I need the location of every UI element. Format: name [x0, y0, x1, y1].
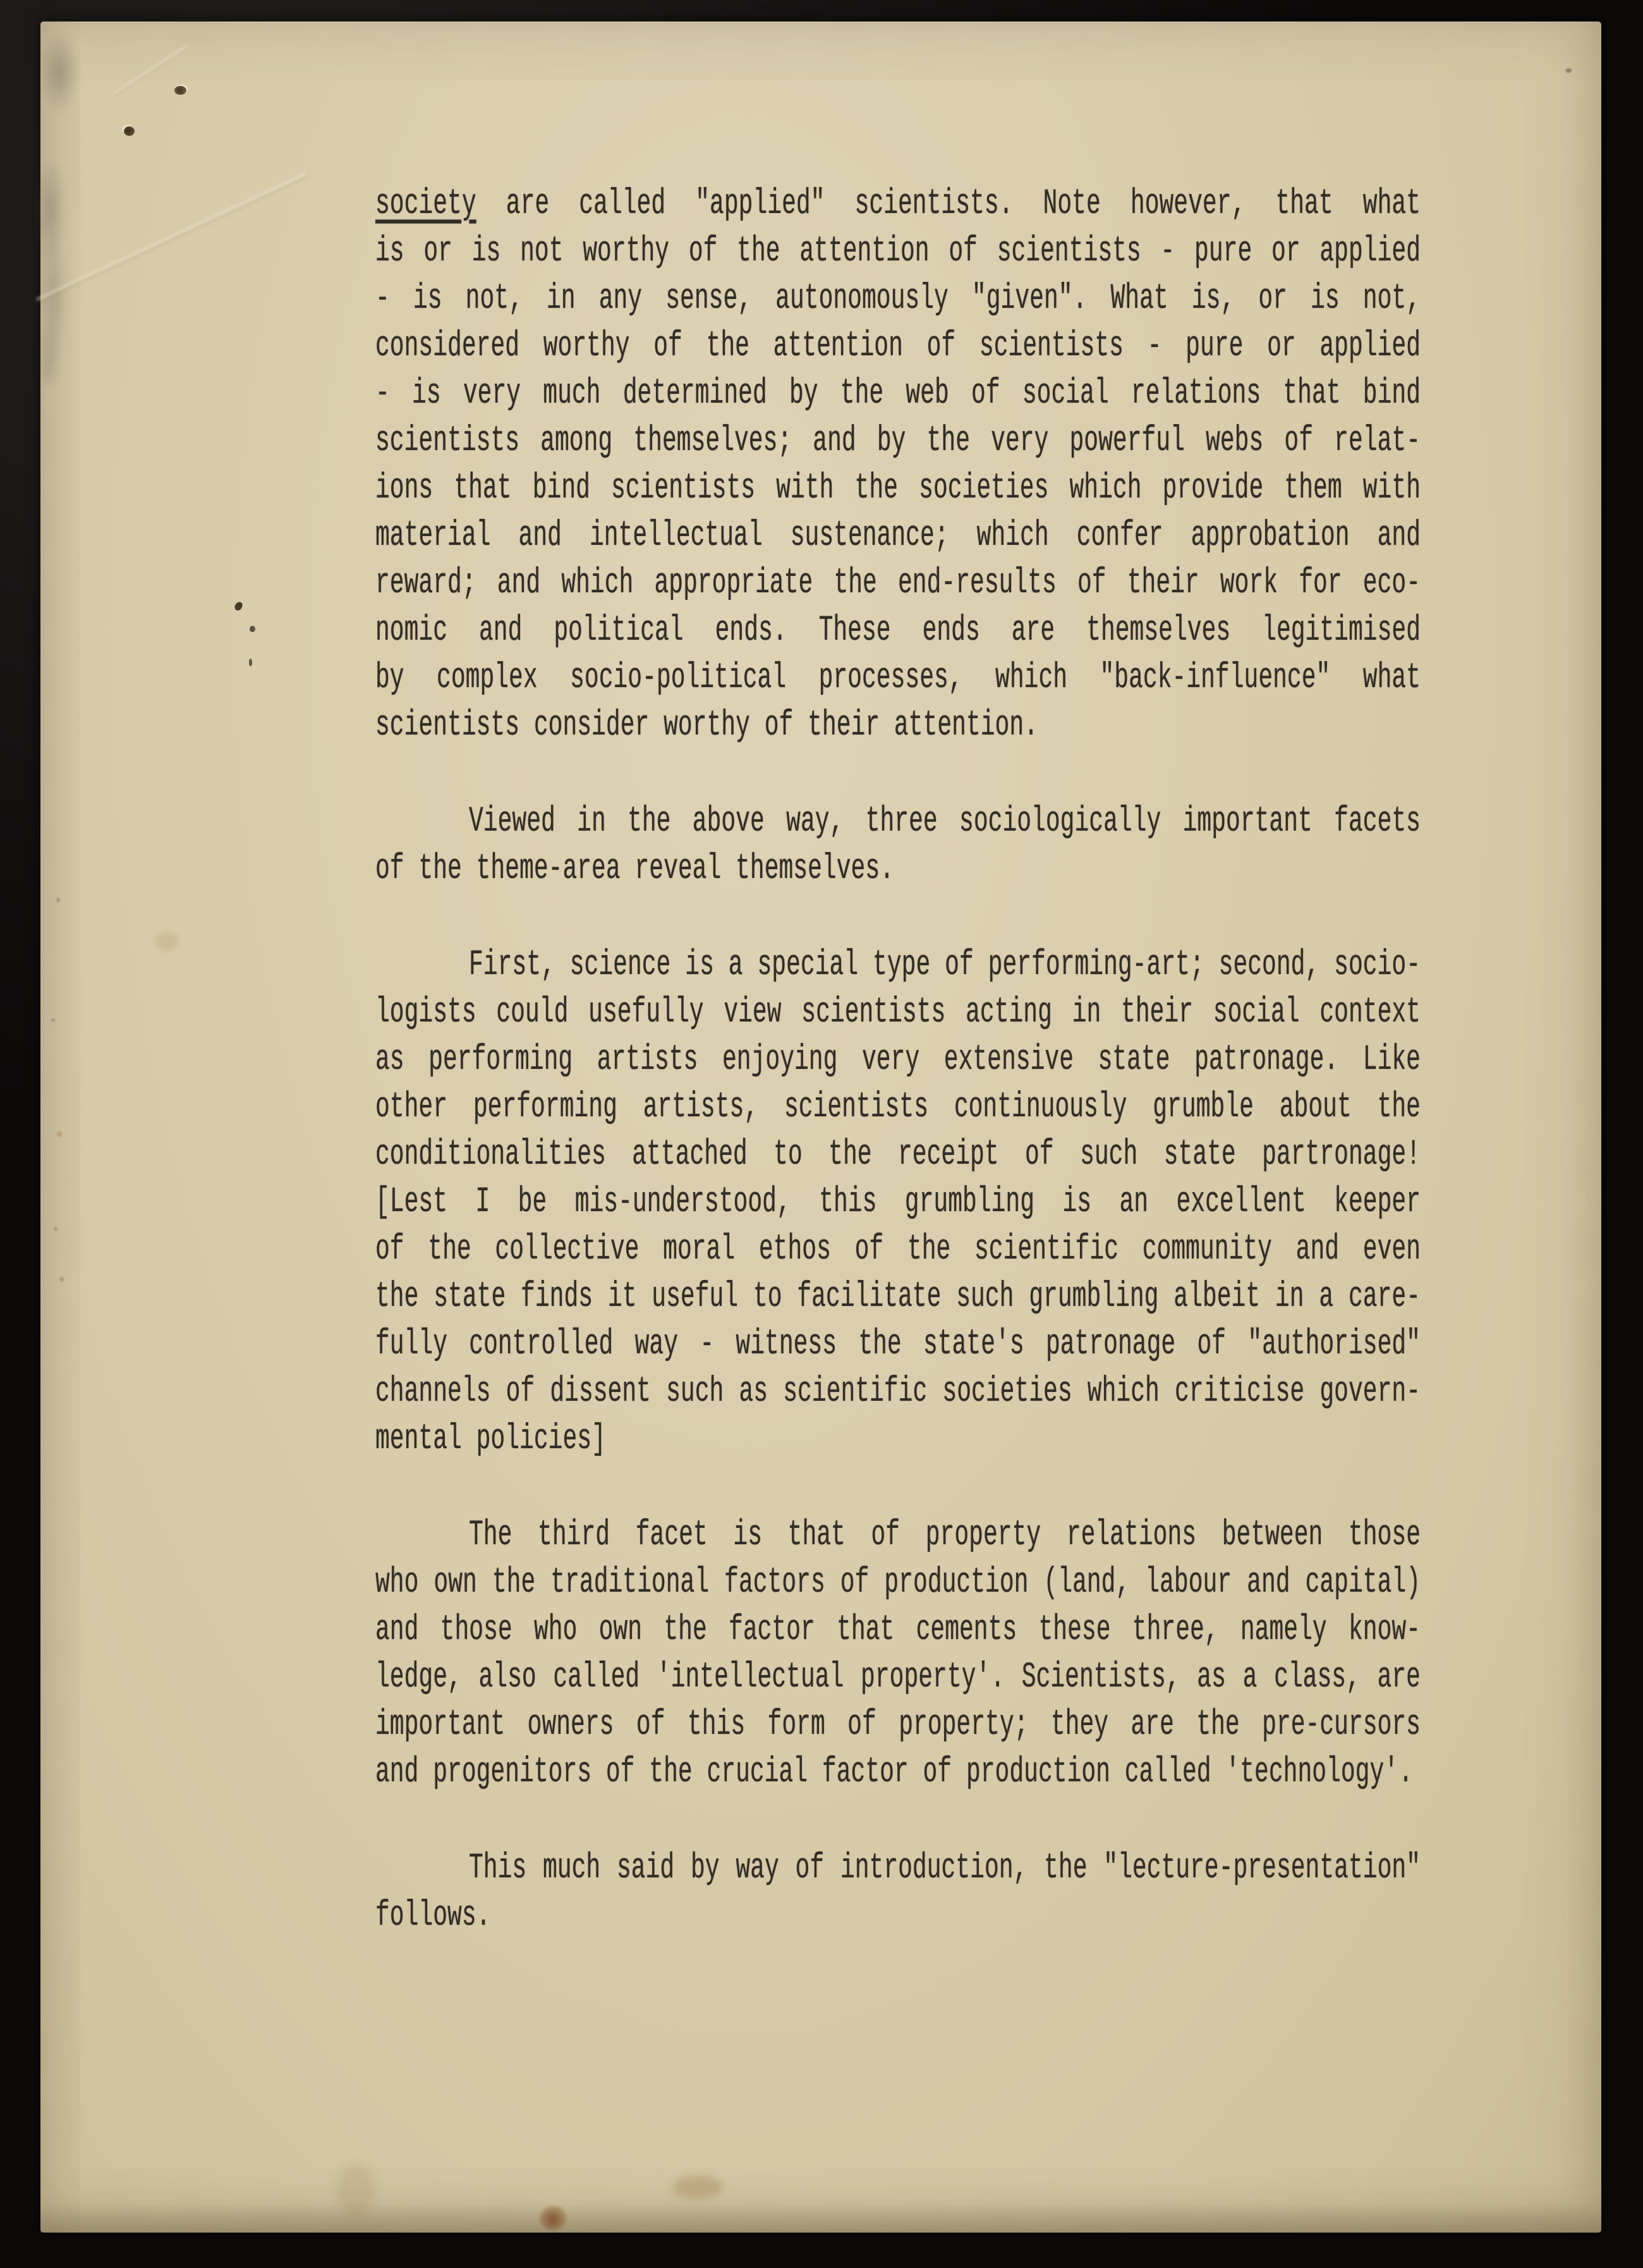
- edge-smudge: [39, 32, 80, 114]
- text-line: of the collective moral ethos of the scientific community and even: [375, 1229, 1421, 1270]
- text-line: This much said by way of introduction, the "lecture-presentation": [469, 1848, 1421, 1889]
- text-line: ledge, also called 'intellectual property'. Scientists, as a class, are: [375, 1657, 1421, 1698]
- text-line: is or is not worthy of the attention of scientists - pure or applied: [375, 231, 1421, 272]
- text-line: logists could usefully view scientists acting in their social context: [375, 992, 1421, 1033]
- paragraph: [375, 1514, 1421, 1798]
- stain: [672, 2176, 723, 2198]
- text-line: as performing artists enjoying very extensive state patronage. Like: [375, 1039, 1421, 1080]
- text-line: nomic and political ends. These ends are themselves legitimised: [375, 610, 1421, 651]
- document-page: [40, 21, 1601, 2233]
- stain: [540, 2206, 566, 2230]
- text-line: of the theme-area reveal themselves.: [375, 848, 894, 889]
- stain: [337, 2164, 375, 2215]
- staple-hole: [124, 126, 135, 136]
- paper-crease: [36, 173, 306, 301]
- text-line: scientists among themselves; and by the very powerful webs of relat-: [375, 420, 1421, 461]
- stain: [155, 932, 178, 951]
- paragraph: [375, 944, 1421, 1465]
- staple-hole: [174, 86, 186, 95]
- paragraph: [375, 183, 1421, 752]
- text-line: considered worthy of the attention of scientists - pure or applied: [375, 326, 1421, 367]
- text-line: material and intellectual sustenance; which confer approbation and: [375, 515, 1421, 556]
- paragraph: [375, 800, 1421, 895]
- text-line: channels of dissent such as scientific societies which criticise govern-: [375, 1371, 1421, 1412]
- text-line: who own the traditional factors of production (land, labour and capital): [375, 1562, 1421, 1603]
- text-line: Viewed in the above way, three sociologically important facets: [469, 801, 1421, 842]
- text-line: other performing artists, scientists continuously grumble about the: [375, 1087, 1421, 1128]
- text-line: The third facet is that of property relations between those: [469, 1515, 1421, 1556]
- text-line: - is very much determined by the web of social relations that bind: [375, 373, 1421, 414]
- text-line: conditionalities attached to the receipt of such state partronage!: [375, 1134, 1421, 1175]
- text-line-rest: are called "applied" scientists. Note however, that what: [476, 183, 1421, 224]
- ink-speck: [250, 626, 255, 632]
- ink-speck: [234, 601, 243, 612]
- text-line: and those who own the factor that cements these three, namely know-: [375, 1609, 1421, 1650]
- text-line: follows.: [375, 1895, 491, 1936]
- text-line: fully controlled way - witness the state's patronage of "authorised": [375, 1324, 1421, 1365]
- ink-speck: [249, 659, 252, 666]
- text-line: by complex socio-political processes, which "back-influence" what: [375, 657, 1421, 698]
- underlined-word: society: [375, 183, 476, 224]
- typewritten-text: [375, 183, 1421, 1942]
- staple-crease: [114, 45, 189, 95]
- text-line: the state finds it useful to facilitate such grumbling albeit in a care-: [375, 1276, 1421, 1317]
- text-line: important owners of this form of property; they are the pre-cursors: [375, 1704, 1421, 1745]
- edge-smudge: [38, 162, 76, 383]
- text-line: mental policies]: [375, 1418, 606, 1460]
- text-line: ions that bind scientists with the societies which provide them with: [375, 468, 1421, 509]
- text-line: [Lest I be mis-understood, this grumbling is an excellent keeper: [375, 1181, 1421, 1222]
- text-line: reward; and which appropriate the end-results of their work for eco-: [375, 563, 1421, 604]
- text-line: - is not, in any sense, autonomously "given". What is, or is not,: [375, 278, 1421, 319]
- text-line: and progenitors of the crucial factor of production called 'technology'.: [375, 1752, 1413, 1793]
- text-line: First, science is a special type of performing-art; second, socio-: [469, 944, 1421, 985]
- speck: [1566, 68, 1572, 73]
- edge-specks: [40, 862, 66, 1292]
- text-line: scientists consider worthy of their attention.: [375, 705, 1038, 746]
- paragraph: [375, 1847, 1421, 1942]
